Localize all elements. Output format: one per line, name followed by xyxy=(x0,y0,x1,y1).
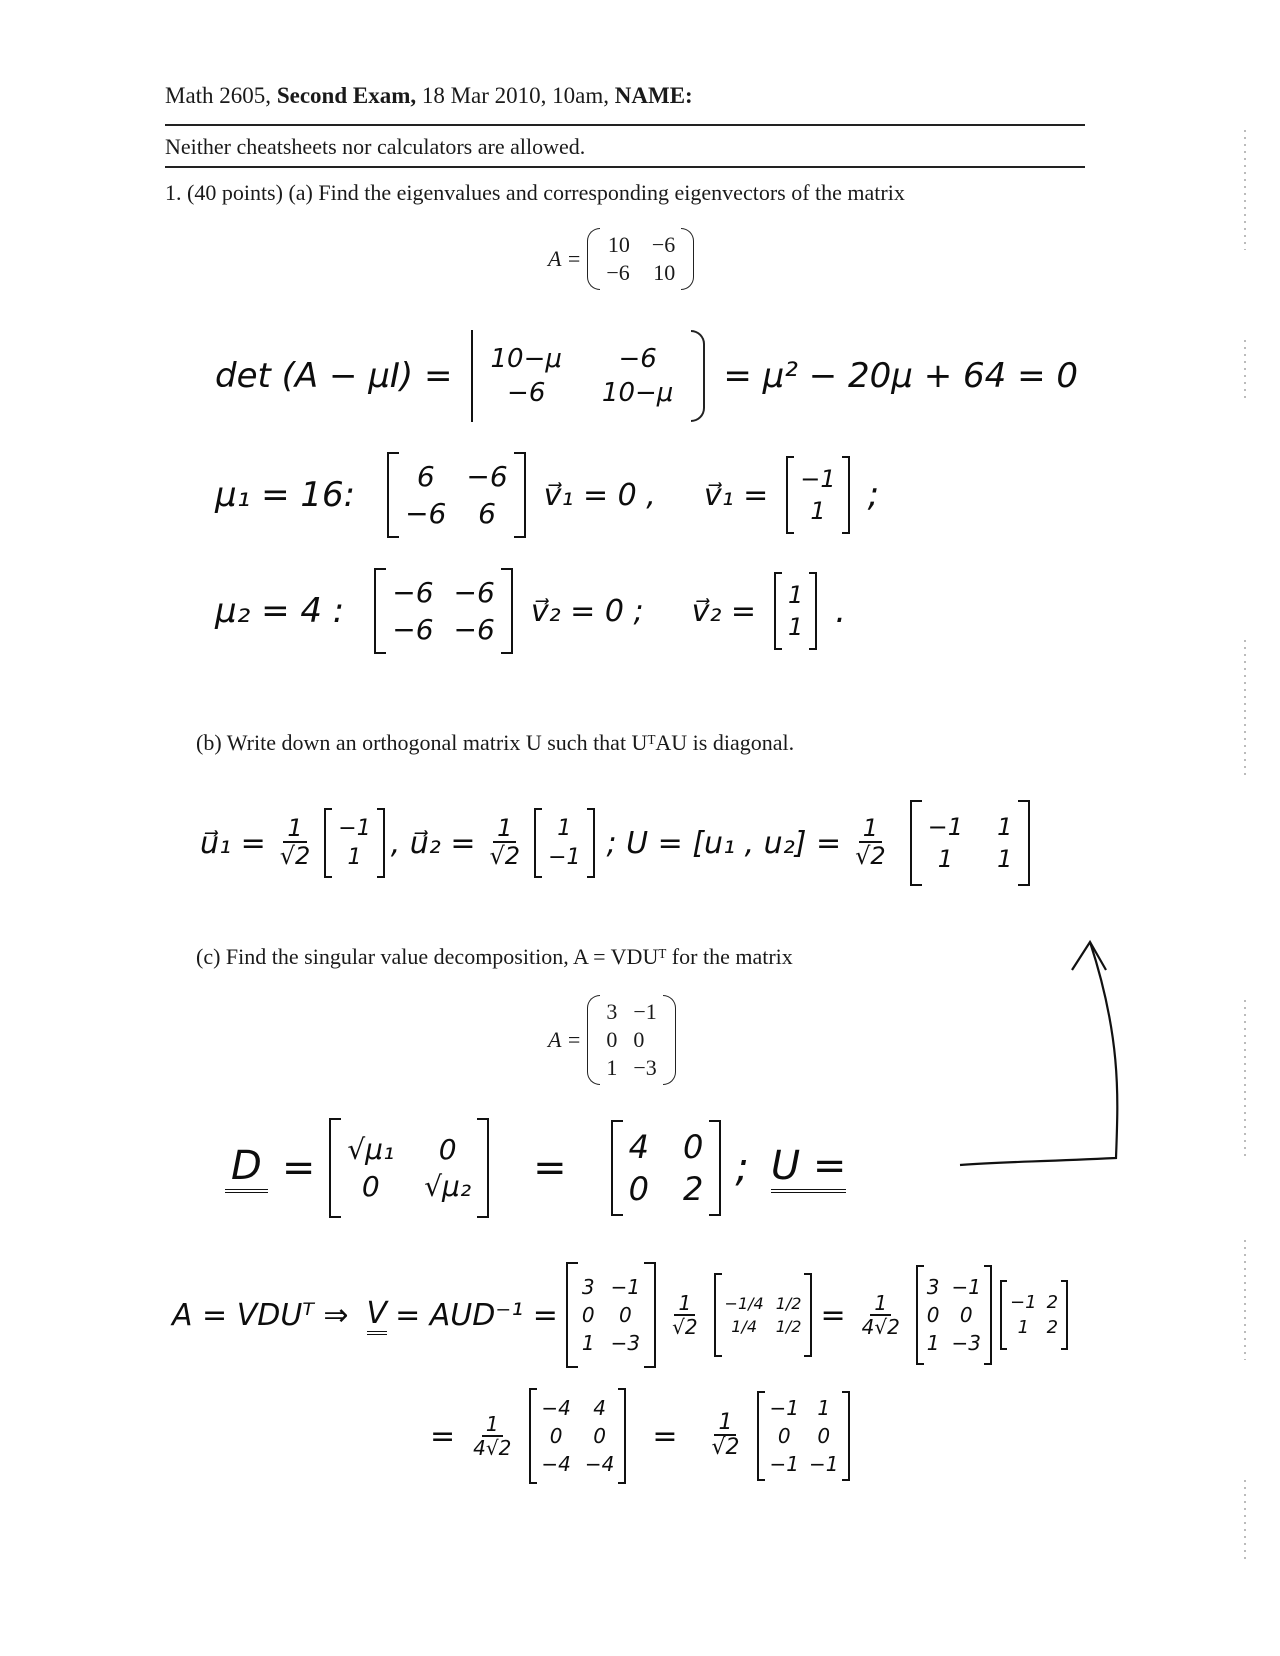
vector-cell: 1 xyxy=(788,613,804,641)
pair-matrix xyxy=(1000,1280,1068,1350)
vector-cell: 1 xyxy=(557,816,572,841)
fraction: $\frac{1}{4√2}$ xyxy=(473,1411,512,1460)
u-definition: ; U = [u₁ , u₂] = xyxy=(606,825,842,861)
matrix-a-display xyxy=(548,228,694,290)
matrix-cell: 0 xyxy=(549,1424,563,1448)
matrix-a xyxy=(587,228,694,290)
matrix-cell: −1 xyxy=(769,1452,799,1476)
u-matrix xyxy=(910,800,1031,886)
vector-cell: −1 xyxy=(338,816,371,841)
a-equation: A = VDUᵀ ⇒ xyxy=(172,1297,349,1333)
matrix-cell: 0 xyxy=(682,1128,704,1166)
matrix-cell: −6 xyxy=(453,613,495,646)
matrix-cell: −6 xyxy=(405,497,447,530)
fraction: $\frac{1}{4√2}$ xyxy=(861,1290,900,1339)
matrix-cell: 0 xyxy=(361,1170,380,1203)
mu2-label: μ₂ = 4 : xyxy=(215,591,345,631)
matrix-cell: −4 xyxy=(541,1396,571,1420)
matrix-cell: 3 xyxy=(581,1275,595,1299)
exam-header xyxy=(165,83,693,109)
matrix-cell: 1/2 xyxy=(775,1317,802,1336)
u-equals: U = xyxy=(771,1143,847,1193)
det-cell: 10−μ xyxy=(601,378,674,408)
problem-1-intro: 1. (40 points) (a) Find the eigenvalues and corresponding eigenvectors of the matrix xyxy=(165,180,905,205)
matrix-c xyxy=(587,995,675,1085)
matrix-cell: −4 xyxy=(541,1452,571,1476)
matrix-cell: −1 xyxy=(769,1396,799,1420)
mu2-end: . xyxy=(835,591,847,631)
v-expression: = AUD⁻¹ = xyxy=(395,1297,558,1333)
mu1-label: μ₁ = 16: xyxy=(215,475,356,515)
fraction: $\frac{1}{√2}$ xyxy=(672,1290,698,1339)
matrix-c-display xyxy=(548,995,676,1085)
matrix-cell: 0 xyxy=(581,1303,595,1327)
u1-label: u⃗₁ = xyxy=(200,825,266,861)
vector-cell: −1 xyxy=(548,845,581,870)
v-derivation xyxy=(172,1262,1068,1368)
exam-notice: Neither cheatsheets nor calculators are allowed. xyxy=(165,134,586,159)
matrix-cell: 0 xyxy=(817,1424,831,1448)
matrix-cell: 0 xyxy=(438,1133,457,1166)
det-cell: 10−μ xyxy=(490,344,562,374)
mu2-row xyxy=(215,568,846,654)
scan-edge-mark xyxy=(1244,340,1246,400)
exam-title: Second Exam, xyxy=(276,83,417,108)
det-equation xyxy=(215,330,1078,422)
matrix-cell: 1 xyxy=(997,845,1013,873)
fraction: $\frac{1}{√2}$ xyxy=(855,814,886,871)
det-cell: −6 xyxy=(507,378,546,408)
approx-sign: = xyxy=(820,1297,846,1333)
equals-sign: = xyxy=(652,1418,678,1454)
matrix-cell: 0 xyxy=(959,1303,973,1327)
reference-arrow xyxy=(940,930,1200,1190)
matrix-cell: 1/4 xyxy=(731,1317,757,1336)
vector-cell: 1 xyxy=(788,581,804,609)
fraction: $\frac{1}{√2}$ xyxy=(711,1410,740,1461)
scan-edge-mark xyxy=(1244,1240,1246,1360)
mu1-vector xyxy=(786,456,849,534)
matrix-cell: 1 xyxy=(817,1396,831,1420)
matrix-cell: 4 xyxy=(593,1396,606,1420)
matrix-cell: −6 xyxy=(606,260,630,285)
matrix-cell: −1 xyxy=(633,999,657,1024)
matrix-cell: 1 xyxy=(997,813,1013,841)
a-matrix-repeat xyxy=(916,1265,992,1365)
equals-sign: = xyxy=(533,1145,567,1191)
matrix-cell: 1 xyxy=(1017,1317,1030,1338)
det-cell: −6 xyxy=(618,344,657,374)
matrix-cell: 6 xyxy=(478,497,496,530)
mu2-vector xyxy=(774,572,817,650)
matrix-cell: −6 xyxy=(392,576,434,609)
matrix-cell: −1 xyxy=(808,1452,839,1476)
matrix-cell: 0 xyxy=(593,1424,606,1448)
matrix-cell: −1 xyxy=(1010,1292,1037,1313)
result-matrix-1 xyxy=(529,1388,626,1484)
matrix-cell: 0 xyxy=(777,1424,791,1448)
matrix-cell: 6 xyxy=(416,460,435,493)
header-rule-top xyxy=(165,124,1085,126)
matrix-cell: −3 xyxy=(951,1331,982,1355)
semicolon: ; xyxy=(735,1145,749,1191)
matrix-c-label: A = xyxy=(548,1027,582,1052)
a-matrix xyxy=(566,1262,656,1368)
matrix-cell: 0 xyxy=(606,1027,618,1052)
matrix-cell: 0 xyxy=(926,1303,940,1327)
result-matrix-2 xyxy=(757,1391,850,1481)
matrix-cell: 4 xyxy=(628,1128,649,1166)
mu2-vec-label: v⃗₂ = xyxy=(691,593,757,629)
header-rule-bottom xyxy=(165,166,1085,168)
matrix-cell: 1 xyxy=(606,1055,618,1080)
matrix-cell: −3 xyxy=(633,1055,657,1080)
mu2-eq: v⃗₂ = 0 ; xyxy=(530,593,644,629)
mu1-eq: v⃗₁ = 0 , xyxy=(543,477,656,513)
dinv-matrix xyxy=(714,1273,813,1357)
matrix-cell: 2 xyxy=(1046,1292,1059,1313)
vector-cell: 1 xyxy=(810,497,826,525)
equals-sign: = xyxy=(281,1145,316,1191)
scan-edge-mark xyxy=(1244,1480,1246,1560)
equals-sign: = xyxy=(430,1418,456,1454)
matrix-cell: −6 xyxy=(466,460,508,493)
d-row xyxy=(225,1118,846,1218)
matrix-cell: 10 xyxy=(607,232,630,257)
matrix-cell: 0 xyxy=(628,1170,649,1208)
mu1-end: ; xyxy=(867,475,880,515)
v-label: V xyxy=(367,1296,388,1335)
d-label: D xyxy=(225,1143,268,1193)
fraction: $\frac{1}{√2}$ xyxy=(279,814,311,871)
scan-edge-mark xyxy=(1244,130,1246,250)
fraction: $\frac{1}{√2}$ xyxy=(489,814,521,871)
matrix-cell: 1/2 xyxy=(775,1294,802,1313)
vector-cell: 1 xyxy=(347,845,362,870)
matrix-cell: √μ₂ xyxy=(424,1170,472,1203)
matrix-cell: 1 xyxy=(581,1331,595,1355)
matrix-a-label: A = xyxy=(548,246,582,271)
matrix-cell: −6 xyxy=(453,576,495,609)
mu2-matrix xyxy=(374,568,513,654)
matrix-cell: 3 xyxy=(606,999,618,1024)
matrix-cell: 1 xyxy=(926,1331,940,1355)
d-values-matrix xyxy=(611,1120,722,1216)
scan-edge-mark xyxy=(1244,1000,1246,1160)
exam-date: 18 Mar 2010, 10am, xyxy=(421,83,610,108)
det-rhs: = μ² − 20μ + 64 = 0 xyxy=(723,356,1079,396)
matrix-cell: −1 xyxy=(951,1275,982,1299)
u2-label: , u⃗₂ = xyxy=(390,825,476,861)
vector-cell: −1 xyxy=(800,465,836,493)
name-label: NAME: xyxy=(614,83,693,108)
matrix-cell: 0 xyxy=(618,1303,632,1327)
scan-edge-mark xyxy=(1244,640,1246,780)
mu1-row xyxy=(215,452,879,538)
part-c-prompt: (c) Find the singular value decomposition, A = VDUᵀ for the matrix xyxy=(196,944,793,969)
matrix-cell: −1/4 xyxy=(724,1294,764,1313)
v-result xyxy=(430,1388,850,1484)
matrix-cell: 2 xyxy=(1046,1317,1059,1338)
matrix-cell: −1 xyxy=(610,1275,641,1299)
matrix-cell: −4 xyxy=(584,1452,615,1476)
matrix-cell: −6 xyxy=(392,613,434,646)
matrix-cell: √μ₁ xyxy=(347,1133,395,1166)
matrix-cell: −3 xyxy=(610,1331,641,1355)
mu1-matrix xyxy=(387,452,526,538)
part-b-answer xyxy=(200,800,1030,886)
part-b-prompt: (b) Write down an orthogonal matrix U such that UᵀAU is diagonal. xyxy=(196,730,795,755)
matrix-cell: −6 xyxy=(651,232,676,257)
matrix-cell: −1 xyxy=(927,813,964,841)
det-matrix xyxy=(471,330,706,422)
matrix-cell: 2 xyxy=(682,1170,704,1208)
matrix-cell: 10 xyxy=(653,260,676,285)
u1-vector xyxy=(324,808,384,878)
matrix-cell: 0 xyxy=(633,1027,645,1052)
course-label: Math 2605, xyxy=(165,83,272,108)
u2-vector xyxy=(534,808,594,878)
matrix-cell: 1 xyxy=(937,845,953,873)
d-matrix xyxy=(329,1118,489,1218)
det-lhs: det (A − μI) = xyxy=(215,356,453,396)
matrix-cell: 3 xyxy=(926,1275,940,1299)
mu1-vec-label: v⃗₁ = xyxy=(703,477,769,513)
